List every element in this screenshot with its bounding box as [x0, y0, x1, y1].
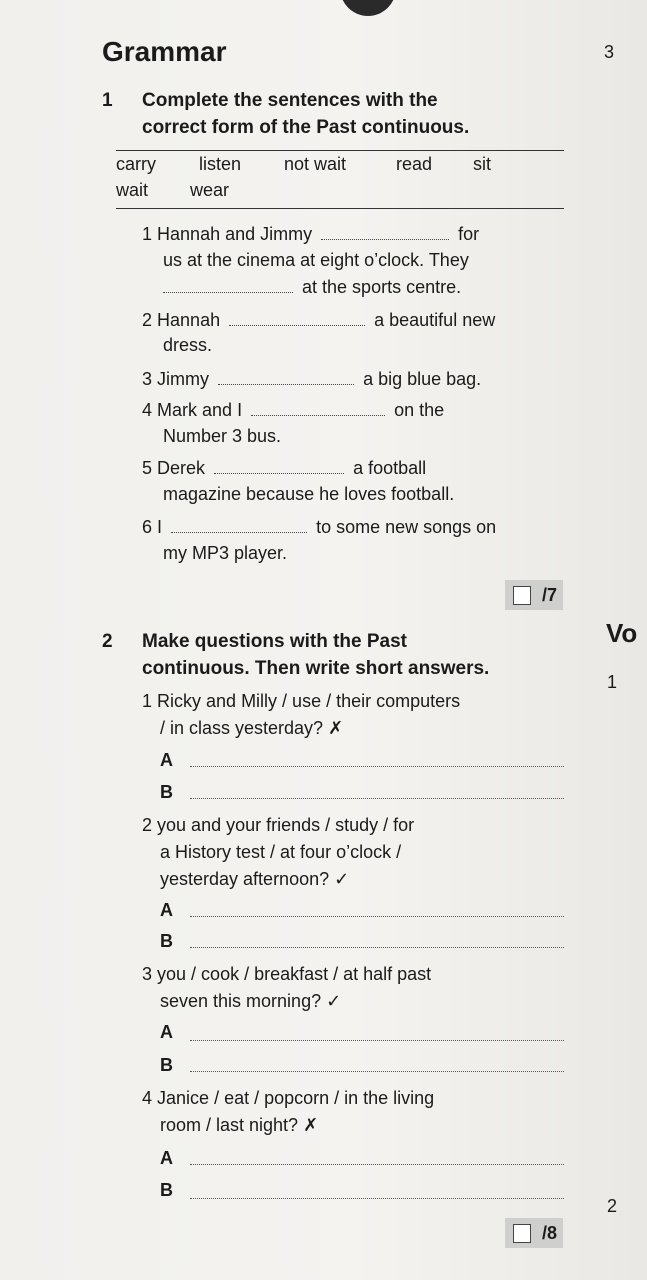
answer-label-a: A [160, 1022, 173, 1042]
answer-label-a: A [160, 750, 173, 770]
score-box [505, 1218, 563, 1248]
sentence: 5 Derek a football [142, 458, 427, 478]
answer-line[interactable] [190, 947, 564, 948]
word-box-word: wait [116, 180, 149, 200]
word-box-word: listen [199, 154, 242, 174]
answer-label-a: A [160, 1148, 173, 1168]
word-box-word: read [396, 154, 433, 174]
question-continuation: / in class yesterday? ✗ [160, 718, 344, 738]
answer-label-b: B [160, 1180, 173, 1200]
word-box-word: wear [190, 180, 230, 200]
answer-line[interactable] [190, 1164, 564, 1165]
sentence-continuation: us at the cinema at eight o’clock. They [163, 250, 469, 270]
word-box-word: sit [473, 154, 491, 174]
question: 2 you and your friends / study / for [142, 815, 415, 835]
answer-line[interactable] [190, 1198, 564, 1199]
question: 4 Janice / eat / popcorn / in the living [142, 1088, 435, 1108]
side-exercise-number: 1 [607, 672, 618, 692]
sentence: 4 Mark and I on the [142, 400, 445, 420]
answer-blank[interactable] [229, 313, 365, 326]
word-box-word: carry [116, 154, 156, 174]
question-continuation: yesterday afternoon? ✓ [160, 869, 350, 889]
answer-label-b: B [160, 931, 173, 951]
score-checkbox[interactable] [513, 586, 531, 605]
exercise-instruction: Make questions with the Past continuous. Then write short answers. [142, 631, 490, 679]
binder-hole [340, 0, 396, 16]
answer-blank[interactable] [218, 372, 354, 385]
word-box-top-rule [116, 150, 564, 151]
answer-blank[interactable] [171, 520, 307, 533]
sentence: 3 Jimmy a big blue bag. [142, 369, 482, 389]
question: 1 Ricky and Milly / use / their computers [142, 691, 461, 711]
answer-blank[interactable] [251, 403, 385, 416]
page-number: 3 [604, 42, 615, 62]
sentence-continuation: magazine because he loves football. [163, 484, 455, 504]
question-continuation: seven this morning? ✓ [160, 991, 342, 1011]
question: 3 you / cook / breakfast / at half past [142, 964, 432, 984]
side-section-heading: Vo [606, 618, 638, 648]
sentence-continuation: Number 3 bus. [163, 426, 282, 446]
score-total: /7 [541, 584, 557, 605]
question-continuation: a History test / at four o’clock / [160, 842, 402, 862]
score-checkbox[interactable] [513, 1224, 531, 1243]
question-continuation: room / last night? ✗ [160, 1115, 319, 1135]
answer-line[interactable] [190, 1040, 564, 1041]
side-exercise-number: 2 [607, 1196, 618, 1216]
answer-line[interactable] [190, 916, 564, 917]
sentence-continuation: at the sports centre. [163, 274, 461, 300]
sentence-continuation: my MP3 player. [163, 543, 288, 563]
page-title: Grammar [102, 36, 227, 67]
answer-blank[interactable] [321, 227, 449, 240]
score-total: /8 [541, 1222, 557, 1243]
exercise-number: 1 [102, 90, 113, 111]
sentence: 2 Hannah a beautiful new [142, 310, 496, 330]
exercise-instruction: Complete the sentences with the correct form of the Past continuous. [142, 90, 470, 138]
answer-line[interactable] [190, 798, 564, 799]
answer-label-b: B [160, 782, 173, 802]
answer-line[interactable] [190, 1071, 564, 1072]
answer-label-a: A [160, 900, 173, 920]
word-box-bottom-rule [116, 208, 564, 209]
word-box-word: not wait [284, 154, 347, 174]
answer-blank[interactable] [214, 461, 344, 474]
answer-blank[interactable] [163, 280, 293, 293]
answer-label-b: B [160, 1055, 173, 1075]
sentence-continuation: dress. [163, 335, 213, 355]
score-box [505, 580, 563, 610]
sentence: 1 Hannah and Jimmy for [142, 224, 480, 244]
sentence: 6 I to some new songs on [142, 517, 497, 537]
exercise-number: 2 [102, 631, 113, 652]
answer-line[interactable] [190, 766, 564, 767]
